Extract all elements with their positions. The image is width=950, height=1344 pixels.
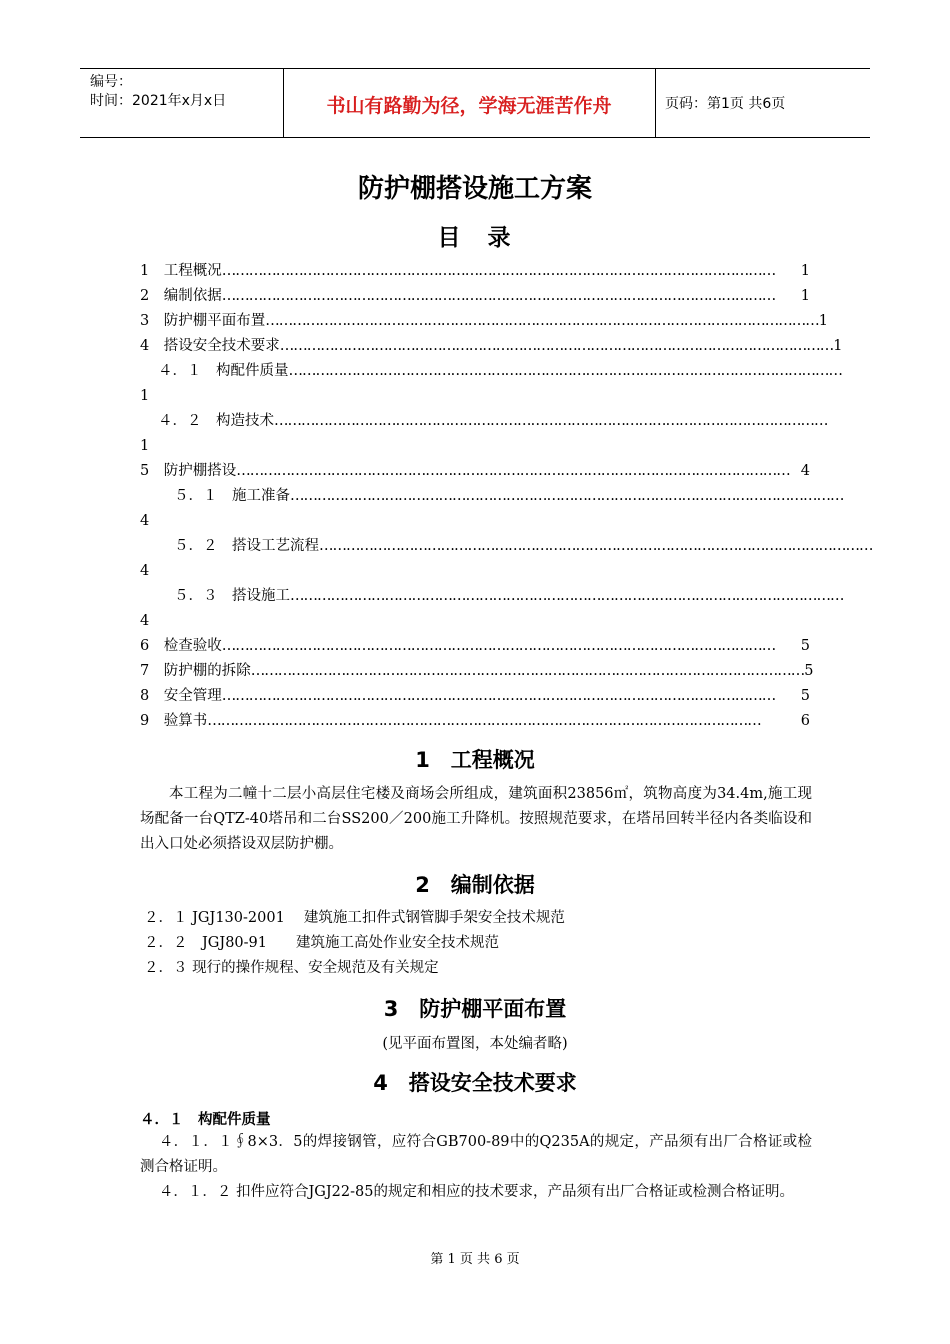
document-date: 时间：2021年x月x日	[90, 93, 227, 109]
toc-entry-page: 4	[140, 563, 150, 579]
toc-entry-label: 2 编制依据	[140, 288, 222, 304]
toc-leader: ……………………………………………………………………………………………………………	[207, 713, 761, 729]
toc-leader: ……………………………………………………………………………………………………………	[221, 288, 776, 304]
toc-entry-page: 5	[804, 663, 814, 679]
toc-entry[interactable]	[140, 409, 828, 434]
toc-leader: ……………………………………………………………………………………………………………	[236, 463, 790, 479]
section-heading: 4 搭设安全技术要求	[373, 1071, 577, 1095]
header-divider	[655, 69, 656, 137]
toc-leader: ……………………………………………………………………………………………………………	[250, 663, 805, 679]
toc-entry-label: 1 工程概况	[140, 263, 222, 279]
toc-entry-label: 3 防护棚平面布置	[140, 313, 266, 329]
toc-leader: ……………………………………………………………………………………………………………	[265, 313, 819, 329]
header-motto: 书山有路勤为径，学海无涯苦作舟	[326, 95, 612, 117]
toc-leader: ……………………………………………………………………………………………………………	[279, 338, 834, 354]
toc-entry-label: 5 防护棚搭设	[140, 463, 237, 479]
reference-list	[144, 906, 814, 981]
toc-entry-label: ５．１ 施工准备	[174, 488, 290, 504]
header-page-info: 页码：第1页 共6页	[665, 96, 786, 112]
toc-entry-page: 1	[833, 338, 843, 354]
toc-entry-label: 9 验算书	[140, 713, 208, 729]
toc-leader: ……………………………………………………………………………………………………………	[221, 263, 776, 279]
toc-leader: ……………………………………………………………………………………………………………	[221, 638, 776, 654]
layout-note: (见平面布置图，本处编者略)	[382, 1036, 568, 1052]
toc-entry-label: 4 搭设安全技术要求	[140, 338, 280, 354]
header-meta	[90, 73, 226, 111]
toc-entry[interactable]	[140, 484, 844, 509]
section-body: 本工程为二幢十二层小高层住宅楼及商场会所组成，建筑面积23856㎡，筑物高度为34.4m,施工现场配备一台QTZ-40塔吊和二台SS200／200施工升降机。按照规范要求，在塔吊回转半径内各类临设和出入口处必须搭设双层防护棚。	[140, 786, 812, 852]
toc-leader: ……………………………………………………………………………………………………………	[319, 538, 873, 554]
toc-entry[interactable]	[140, 309, 828, 334]
toc-entry[interactable]	[140, 684, 810, 709]
document-title: 防护棚搭设施工方案	[357, 174, 592, 204]
paragraph: ４．１．２ 扣件应符合JGJ22-85的规定和相应的技术要求，产品须有出厂合格证或检测合格证明。	[158, 1184, 794, 1200]
paragraph: ４．１．１∮8×3．5的焊接钢管，应符合GB700-89中的Q235A的规定，产品须有出厂合格证或检测合格证明。	[140, 1134, 812, 1175]
toc-entry[interactable]	[140, 709, 810, 734]
list-item: ２．１ JGJ130-2001 建筑施工扣件式钢管脚手架安全技术规范	[144, 910, 565, 926]
toc-entry[interactable]	[140, 334, 843, 359]
toc-entry-label: 8 安全管理	[140, 688, 222, 704]
toc-leader: ……………………………………………………………………………………………………………	[288, 363, 842, 379]
toc-entry-page: 1	[140, 438, 150, 454]
toc-entry-label: ４．２ 构造技术	[158, 413, 274, 429]
toc-entry[interactable]	[140, 284, 810, 309]
toc-heading: 目 录	[437, 224, 513, 251]
toc-entry[interactable]	[140, 459, 810, 484]
toc-entry-label: 7 防护棚的拆除	[140, 663, 251, 679]
section-heading: 2 编制依据	[415, 873, 535, 897]
subsection-heading: ４．１ 构配件质量	[140, 1112, 271, 1128]
toc-entry-page: 5	[800, 638, 810, 654]
toc-entry-page: 1	[140, 388, 150, 404]
toc-entry-page: 1	[818, 313, 828, 329]
page-footer: 第 1 页 共 6 页	[430, 1252, 520, 1267]
header-table	[80, 68, 870, 138]
toc-entry-page: 4	[140, 613, 150, 629]
toc-entry-page: 5	[800, 688, 810, 704]
list-item: ２．３ 现行的操作规程、安全规范及有关规定	[144, 960, 439, 976]
toc-entry-page: 4	[800, 463, 810, 479]
toc-leader: ……………………………………………………………………………………………………………	[274, 413, 828, 429]
toc-entry[interactable]	[140, 534, 873, 559]
toc-leader: ……………………………………………………………………………………………………………	[290, 588, 844, 604]
toc-entry-page: 1	[800, 263, 810, 279]
toc-entry-page: 6	[800, 713, 810, 729]
table-of-contents	[140, 259, 873, 734]
toc-leader: ……………………………………………………………………………………………………………	[221, 688, 776, 704]
section-heading: 3 防护棚平面布置	[383, 997, 567, 1021]
section-heading: 1 工程概况	[415, 748, 535, 772]
toc-leader: ……………………………………………………………………………………………………………	[290, 488, 844, 504]
toc-entry[interactable]	[140, 259, 810, 284]
toc-entry-label: ５．２ 搭设工艺流程	[174, 538, 319, 554]
toc-entry-page: 4	[140, 513, 150, 529]
list-item: ２．２ JGJ80-91 建筑施工高处作业安全技术规范	[144, 935, 500, 951]
document-number: 编号：	[90, 74, 132, 90]
toc-entry-label: 6 检查验收	[140, 638, 222, 654]
toc-entry[interactable]	[140, 659, 814, 684]
toc-entry-page: 1	[800, 288, 810, 304]
toc-entry[interactable]	[140, 584, 844, 609]
toc-entry[interactable]	[140, 359, 842, 384]
toc-entry[interactable]	[140, 634, 810, 659]
toc-entry-label: ４．１ 构配件质量	[158, 363, 289, 379]
toc-entry-label: ５．３ 搭设施工	[174, 588, 290, 604]
